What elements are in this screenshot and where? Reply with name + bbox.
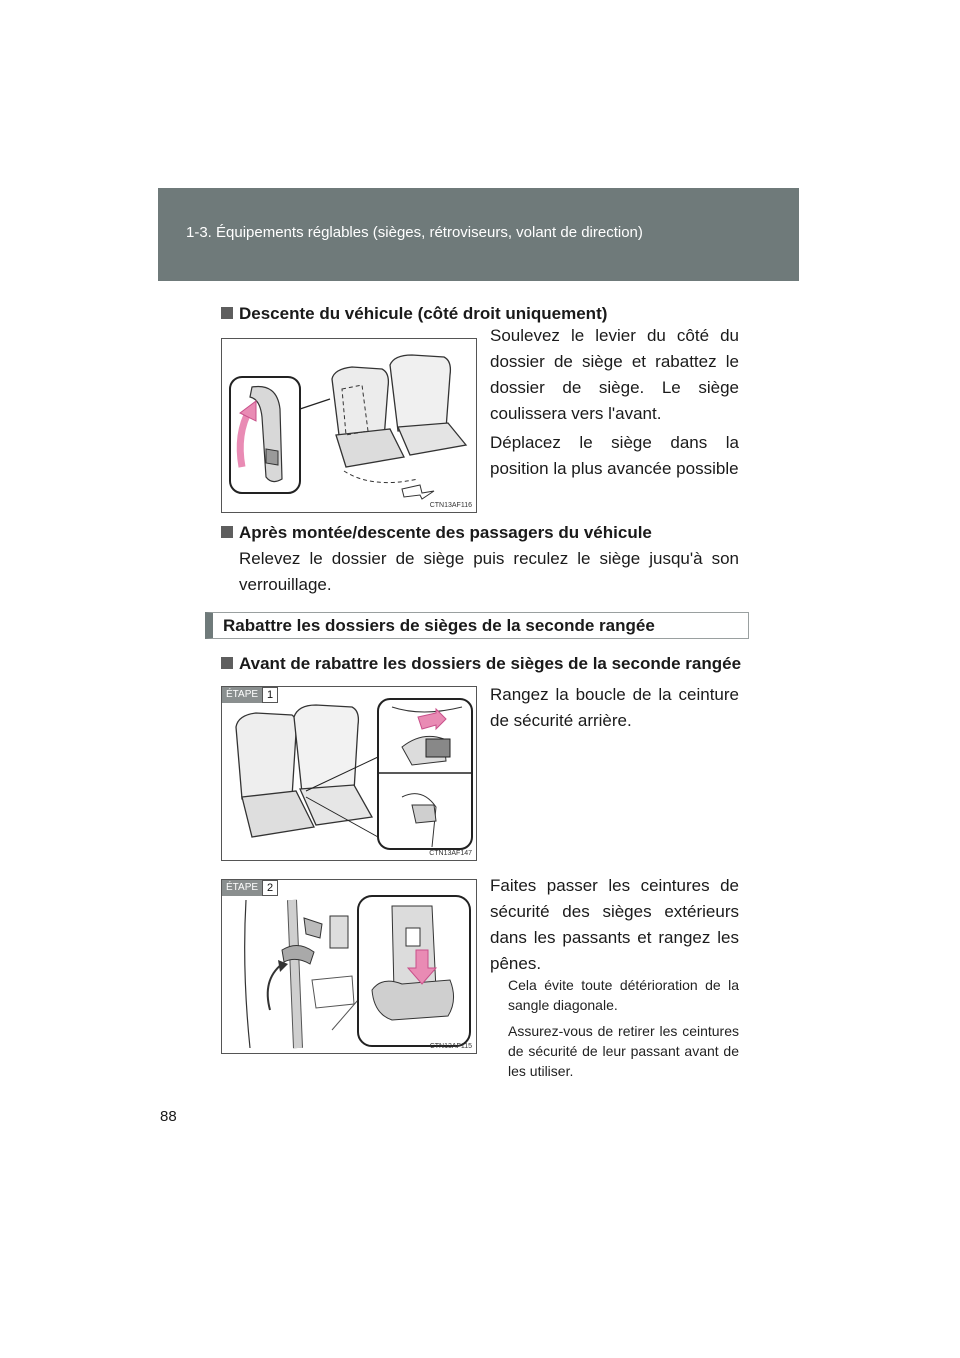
square-bullet-icon [221, 526, 233, 538]
step-label: ÉTAPE [222, 880, 262, 896]
step-number: 1 [262, 687, 278, 703]
figure-code: CTN13AF115 [429, 1043, 472, 1050]
section-bar [205, 612, 749, 639]
buckle-storage-illustration [222, 687, 476, 860]
figure-code: CTN13AF147 [429, 850, 472, 857]
figure-seat-lever [221, 338, 477, 513]
belt-loop-illustration [222, 880, 476, 1053]
note-2: Assurez-vous de retirer les ceintures de sécurité de leur passant avant de les utiliser. [508, 1023, 739, 1079]
apres-paragraph: Relevez le dossier de siège puis reculez le siège jusqu'à son verrouillage. [239, 549, 739, 594]
square-bullet-icon [221, 307, 233, 319]
seat-lever-illustration [222, 339, 476, 512]
apres-heading [221, 522, 652, 544]
header-bar [158, 188, 799, 281]
note-1: Cela évite toute détérioration de la sangle diagonale. [508, 977, 739, 1013]
page-number: 88 [160, 1108, 177, 1125]
step-2-text: Faites passer les ceintures de sécurité des sièges extérieurs dans les passants et rangez les pênes. [490, 876, 739, 973]
section-bar-title: Rabattre les dossiers de sièges de la seconde rangée [223, 616, 655, 635]
descente-heading-text: Descente du véhicule (côté droit uniquement) [239, 304, 608, 323]
figure-step-2 [221, 879, 477, 1054]
descente-paragraph-1: Soulevez le levier du côté du dossier de siège et rabattez le dossier de siège. Le siège coulissera vers l'avant. [490, 326, 739, 423]
figure-step-1 [221, 686, 477, 861]
avant-heading [221, 653, 741, 675]
square-bullet-icon [221, 657, 233, 669]
avant-heading-text: Avant de rabattre les dossiers de sièges de la seconde rangée [239, 654, 742, 673]
header-title: 1-3. Équipements réglables (sièges, rétroviseurs, volant de direction) [186, 224, 643, 241]
apres-heading-text: Après montée/descente des passagers du véhicule [239, 523, 652, 542]
figure-code: CTN13AF116 [429, 502, 472, 509]
step-label: ÉTAPE [222, 687, 262, 703]
step-1-text: Rangez la boucle de la ceinture de sécurité arrière. [490, 685, 739, 730]
descente-heading [221, 303, 607, 325]
descente-paragraph-2: Déplacez le siège dans la position la plus avancée possible [490, 433, 739, 478]
step-number: 2 [262, 880, 278, 896]
